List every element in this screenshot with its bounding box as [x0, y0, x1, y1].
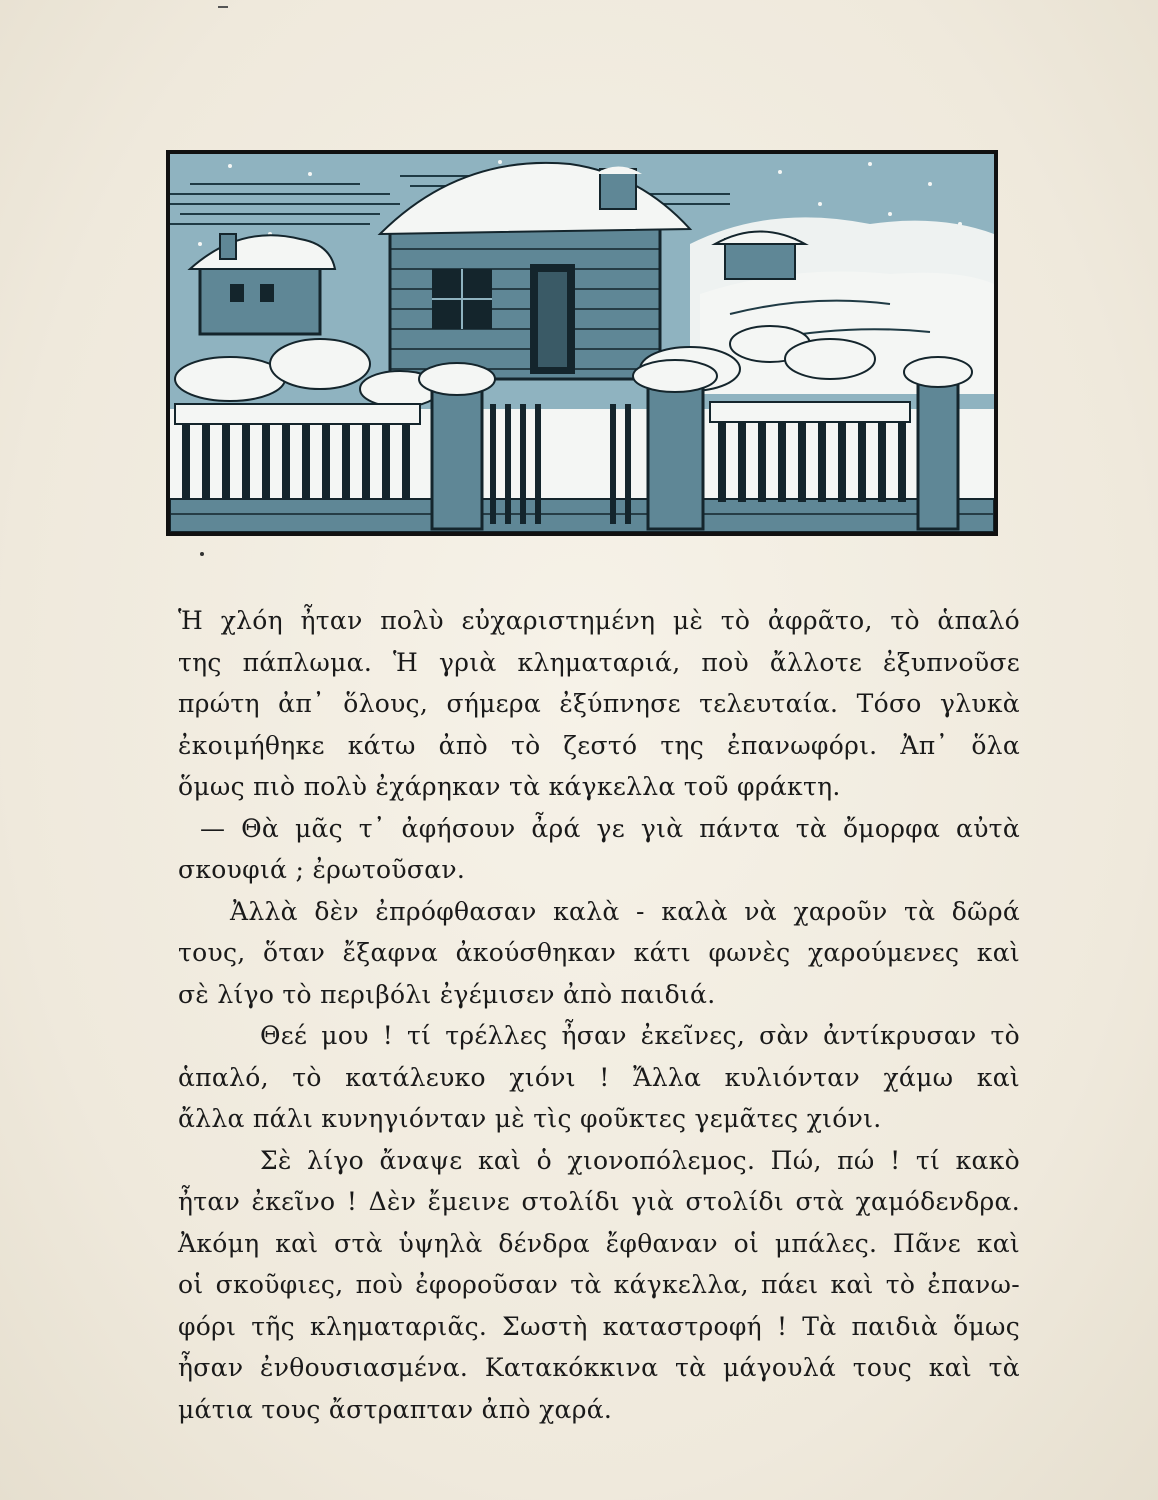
text-line: ἁπαλό, τὸ κατάλευκο χιόνι ! Ἄλλα κυλιόνταν χάμω καὶ — [178, 1062, 1020, 1092]
text-line: μάτια τους ἄστραπταν ἀπὸ χαρά. — [178, 1394, 613, 1424]
text-line: Ἡ χλόη ἦταν πολὺ εὐχαριστημένη μὲ τὸ ἀφρᾶτο, τὸ ἁπαλό — [178, 606, 1020, 635]
text-line: Ἀλλὰ δὲν ἐπρόφθασαν καλὰ - καλὰ νὰ χαροῦν τὰ δῶρά — [230, 896, 1020, 926]
text-line: πρώτη ἀπ᾽ ὅλους, σήμερα ἐξύπνησε τελευταία. Τόσο γλυκὰ — [178, 689, 1020, 718]
text-line: σκουφιά ; ἐρωτοῦσαν. — [178, 855, 466, 884]
text-line: φόρι τῆς κληματαριᾶς. Σωστὴ καταστροφή ! Τὰ παιδιὰ ὅμως — [178, 1311, 1020, 1341]
snowy-village-house-icon — [170, 154, 994, 532]
text-line: ὅμως πιὸ πολὺ ἐχάρηκαν τὰ κάγκελλα τοῦ φράκτη. — [178, 772, 841, 801]
text-line: οἱ σκοῦφιες, ποὺ ἐφοροῦσαν τὰ κάγκελλα, πάει καὶ τὸ ἐπανω- — [178, 1270, 1020, 1299]
text-line: ἦσαν ἐνθουσιασμένα. Κατακόκκινα τὰ μάγουλά τους καὶ τὰ — [178, 1353, 1020, 1382]
text-line: Σὲ λίγο ἄναψε καὶ ὁ χιονοπόλεμος. Πώ, πώ ! τί κακὸ — [260, 1145, 1020, 1175]
text-line: Θεέ μου ! τί τρέλλες ἦσαν ἐκεῖνες, σὰν ἀντίκρυσαν τὸ — [260, 1021, 1020, 1050]
woodcut-illustration — [166, 150, 998, 536]
text-line: ἦταν ἐκεῖνο ! Δὲν ἔμεινε στολίδι γιὰ στολίδι στὰ χαμόδενδρα. — [178, 1187, 1020, 1216]
text-line: σὲ λίγο τὸ περιβόλι ἐγέμισεν ἀπὸ παιδιά. — [178, 979, 716, 1009]
story-text — [178, 600, 1020, 1430]
text-line: Ἀκόμη καὶ στὰ ὑψηλὰ δένδρα ἔφθαναν οἱ μπάλες. Πᾶνε καὶ — [178, 1228, 1020, 1258]
text-line: ἄλλα πάλι κυνηγιόνταν μὲ τὶς φοῦκτες γεμᾶτες χιόνι. — [178, 1104, 882, 1133]
text-line: της πάπλωμα. Ἡ γριὰ κληματαριά, ποὺ ἄλλοτε ἐξυπνοῦσε — [178, 647, 1020, 677]
page-mark — [218, 6, 228, 8]
text-line: ἐκοιμήθηκε κάτω ἀπὸ τὸ ζεστό της ἐπανωφόρι. Ἀπ᾽ ὅλα — [178, 730, 1020, 760]
text-line: τους, ὅταν ἔξαφνα ἀκούσθηκαν κάτι φωνὲς χαρούμενες καὶ — [178, 938, 1020, 967]
printing-mark — [200, 552, 204, 556]
text-line: — Θὰ μᾶς τ᾽ ἀφήσουν ἆρά γε γιὰ πάντα τὰ ὄμορφα αὐτὰ — [200, 813, 1020, 843]
